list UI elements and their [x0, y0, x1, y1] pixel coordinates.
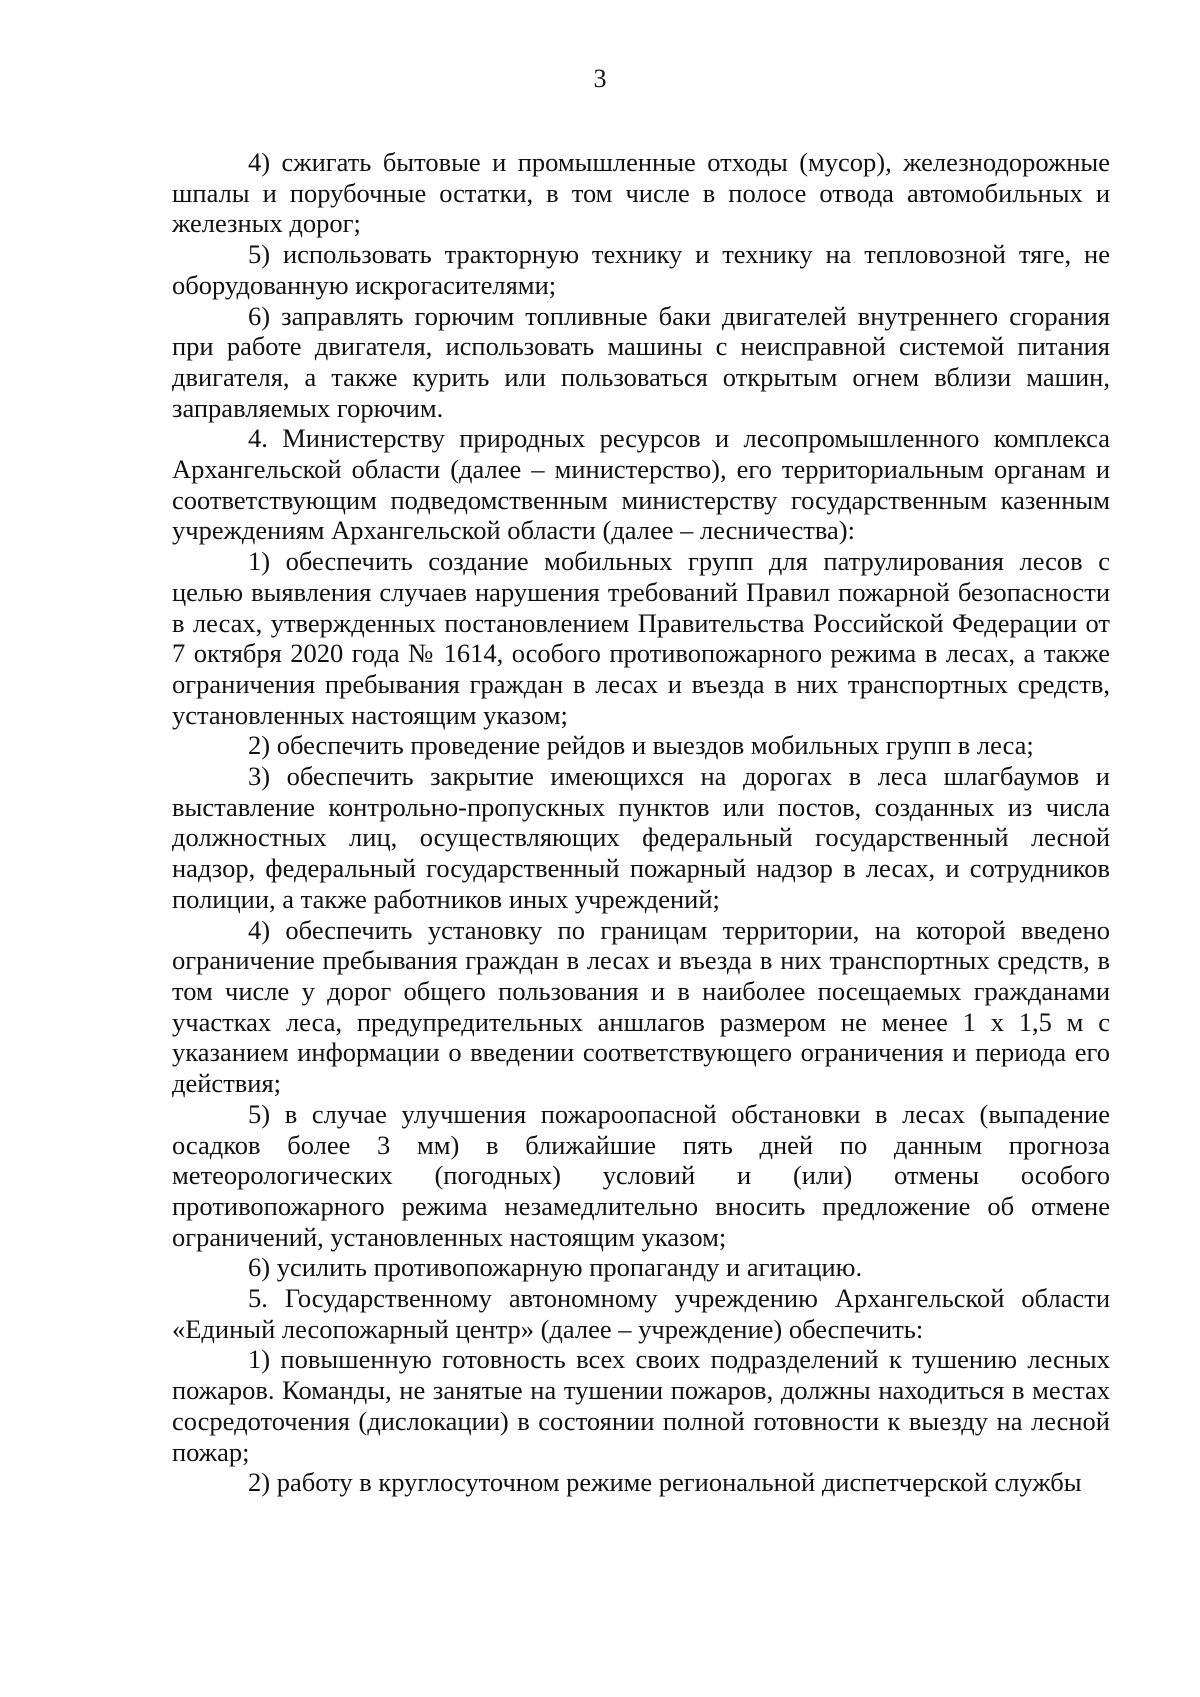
paragraph: 4) сжигать бытовые и промышленные отходы (мусор), железнодорожные шпалы и порубочные остатки, в том числе в полосе отвода автомобильных и железных дорог;: [172, 147, 1110, 239]
paragraph: 3) обеспечить закрытие имеющихся на дорогах в леса шлагбаумов и выставление контрольно-пропускных пунктов или постов, созданных из числа должностных лиц, осуществляющих федеральный государственный лесной надзор, федеральный государственный пожарный надзор в лесах, и сотрудников полиции, а также работников иных учреждений;: [172, 761, 1110, 914]
paragraph: 6) заправлять горючим топливные баки двигателей внутреннего сгорания при работе двигателя, использовать машины с неисправной системой питания двигателя, а также курить или пользоваться открытым огнем вблизи машин, заправляемых горючим.: [172, 300, 1110, 423]
paragraph: 5) в случае улучшения пожароопасной обстановки в лесах (выпадение осадков более 3 мм) в ближайшие пять дней по данным прогноза метеорологических (погодных) условий и (или) отмены особого противопожарного режима незамедлительно вносить предложение об отмене ограничений, установленных настоящим указом;: [172, 1098, 1110, 1252]
paragraph: 1) обеспечить создание мобильных групп для патрулирования лесов с целью выявления случаев нарушения требований Правил пожарной безопасности в лесах, утвержденных постановлением Правительства Российской Федерации от 7 октября 2020 года № 1614, особого противопожарного режима в лесах, а также ограничения пребывания граждан в лесах и въезда в них транспортных средств, установленных настоящим указом;: [172, 546, 1110, 730]
paragraph: 4. Министерству природных ресурсов и лесопромышленного комплекса Архангельской области (далее – министерство), его территориальным органам и соответствующим подведомственным министерству государственным казенным учреждениям Архангельской области (далее – лесничества):: [172, 423, 1110, 546]
paragraph: 6) усилить противопожарную пропаганду и агитацию.: [248, 1252, 863, 1283]
document-body: [172, 147, 1110, 1498]
page-number: 3: [593, 64, 607, 93]
paragraph: 1) повышенную готовность всех своих подразделений к тушению лесных пожаров. Команды, не занятые на тушении пожаров, должны находиться в местах сосредоточения (дислокации) в состоянии полной готовности к выезду на лесной пожар;: [172, 1344, 1110, 1467]
paragraph: 2) работу в круглосуточном режиме региональной диспетчерской службы: [248, 1467, 1082, 1498]
paragraph: 5. Государственному автономному учреждению Архангельской области «Единый лесопожарный центр» (далее – учреждение) обеспечить:: [172, 1283, 1110, 1344]
paragraph: 2) обеспечить проведение рейдов и выездов мобильных групп в леса;: [248, 730, 1034, 761]
paragraph: 4) обеспечить установку по границам территории, на которой введено ограничение пребывания граждан в лесах и въезда в них транспортных средств, в том числе у дорог общего пользования и в наиболее посещаемых гражданами участках леса, предупредительных аншлагов размером не менее 1 х 1,5 м с указанием информации о введении соответствующего ограничения и периода его действия;: [172, 914, 1110, 1099]
paragraph: 5) использовать тракторную технику и технику на тепловозной тяге, не оборудованную искрогасителями;: [172, 239, 1110, 300]
